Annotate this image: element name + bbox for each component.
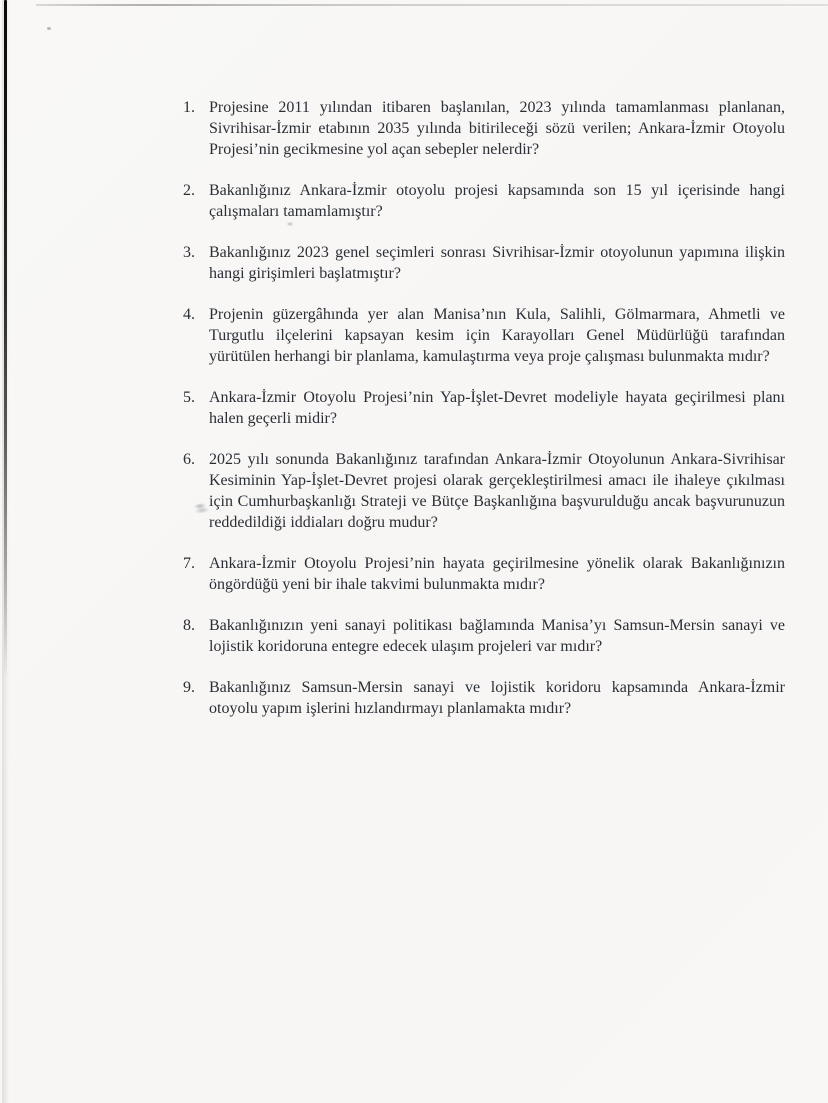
question-text: Ankara-İzmir Otoyolu Projesi’nin hayata geçirilmesine yönelik olarak Bakanlığınızın öngördüğü yeni bir ihale takvimi bulunmakta mıdır?	[209, 555, 785, 593]
question-text: Ankara-İzmir Otoyolu Projesi’nin Yap-İşlet-Devret modeliyle hayata geçirilmesi planı halen geçerli midir?	[209, 389, 785, 427]
question-item	[183, 677, 785, 719]
question-item	[183, 615, 785, 657]
question-text: Bakanlığınızın yeni sanayi politikası bağlamında Manisa’yı Samsun-Mersin sanayi ve lojistik koridoruna entegre edecek ulaşım projeleri var mıdır?	[209, 617, 785, 655]
scan-edge-line-top	[36, 4, 828, 6]
question-number: 1.	[183, 99, 195, 116]
question-text: Bakanlığınız 2023 genel seçimleri sonrası Sivrihisar-İzmir otoyolunun yapımına ilişkin hangi girişimleri başlatmıştır?	[209, 244, 785, 282]
question-item	[183, 449, 785, 533]
scan-edge-line-left	[4, 0, 7, 700]
question-number: 3.	[183, 244, 195, 261]
question-item	[183, 387, 785, 429]
question-number: 8.	[183, 617, 195, 634]
question-item	[183, 553, 785, 595]
question-item	[183, 304, 785, 367]
scan-speck	[47, 27, 51, 30]
question-text: Projesine 2011 yılından itibaren başlanılan, 2023 yılında tamamlanması planlanan, Sivrihisar-İzmir etabının 2035 yılında bitirileceği sözü verilen; Ankara-İzmir Otoyolu Projesi’nin gecikmesine yol açan sebepler nelerdir?	[209, 99, 785, 158]
question-text: 2025 yılı sonunda Bakanlığınız tarafından Ankara-İzmir Otoyolunun Ankara-Sivrihisar Kesiminin Yap-İşlet-Devret projesi olarak gerçekleştirilmesi amacı ile ihaleye çıkılması için Cumhurbaşkanlığı Strateji ve Bütçe Başkanlığına başvurulduğu ancak başvurunuzun reddedildiği iddiaları doğru mudur?	[209, 451, 785, 531]
question-number: 4.	[183, 306, 195, 323]
question-text: Bakanlığınız Samsun-Mersin sanayi ve lojistik koridoru kapsamında Ankara-İzmir otoyolu yapım işlerini hızlandırmayı planlamakta mıdır?	[209, 679, 785, 717]
question-text: Projenin güzergâhında yer alan Manisa’nın Kula, Salihli, Gölmarmara, Ahmetli ve Turgutlu ilçelerini kapsayan kesim için Karayolları Genel Müdürlüğü tarafından yürütülen herhangi bir planlama, kamulaştırma veya proje çalışması bulunmakta mıdır?	[209, 306, 785, 365]
question-number: 9.	[183, 679, 195, 696]
question-number: 7.	[183, 555, 195, 572]
question-number: 6.	[183, 451, 195, 468]
question-number: 2.	[183, 182, 195, 199]
questions-list	[183, 97, 785, 719]
question-text: Bakanlığınız Ankara-İzmir otoyolu projesi kapsamında son 15 yıl içerisinde hangi çalışmaları tamamlamıştır?	[209, 182, 785, 220]
document-body	[183, 97, 785, 739]
question-item	[183, 242, 785, 284]
question-item	[183, 97, 785, 160]
question-item	[183, 180, 785, 222]
question-number: 5.	[183, 389, 195, 406]
